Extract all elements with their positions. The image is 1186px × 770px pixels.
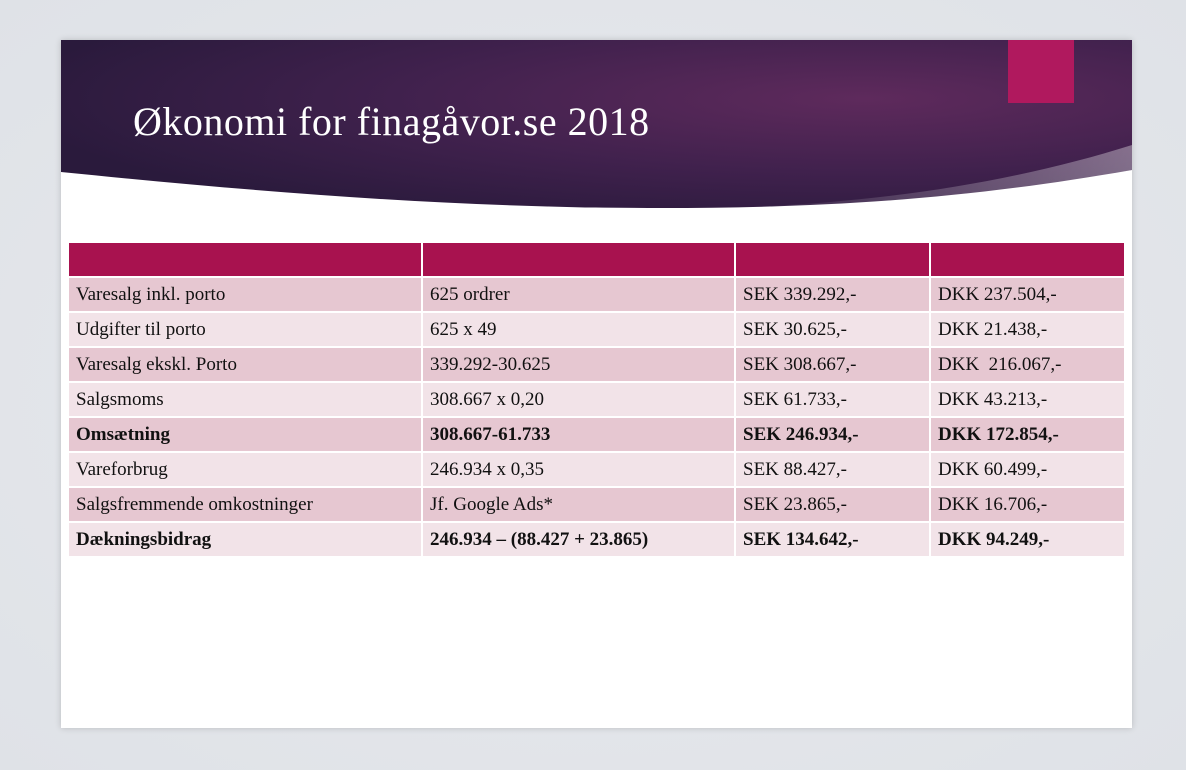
table-cell-calc: Jf. Google Ads* <box>423 488 734 521</box>
table-header-cell <box>423 243 734 276</box>
slide <box>61 40 1132 728</box>
table-cell-sek: SEK 23.865,- <box>736 488 929 521</box>
table-cell-sek: SEK 30.625,- <box>736 313 929 346</box>
table-cell-label: Vareforbrug <box>69 453 421 486</box>
table-cell-sek: SEK 339.292,- <box>736 278 929 311</box>
table-row <box>69 453 1124 486</box>
table-cell-label: Udgifter til porto <box>69 313 421 346</box>
table-row <box>69 348 1124 381</box>
table-row <box>69 488 1124 521</box>
table-row <box>69 278 1124 311</box>
table-cell-sek: SEK 308.667,- <box>736 348 929 381</box>
table-cell-sek: SEK 246.934,- <box>736 418 929 451</box>
table-cell-dkk: DKK 43.213,- <box>931 383 1124 416</box>
table-header-cell <box>931 243 1124 276</box>
table-cell-label: Salgsfremmende omkostninger <box>69 488 421 521</box>
table-row-total <box>69 418 1124 451</box>
header-band <box>61 40 1132 255</box>
table-cell-label: Salgsmoms <box>69 383 421 416</box>
table-cell-sek: SEK 88.427,- <box>736 453 929 486</box>
table-cell-calc: 308.667-61.733 <box>423 418 734 451</box>
table-cell-calc: 246.934 – (88.427 + 23.865) <box>423 523 734 556</box>
table-cell-label: Dækningsbidrag <box>69 523 421 556</box>
table-row <box>69 383 1124 416</box>
slide-title: Økonomi for finagåvor.se 2018 <box>133 99 650 144</box>
table-cell-dkk: DKK 21.438,- <box>931 313 1124 346</box>
table-header-row <box>69 243 1124 276</box>
table-cell-calc: 625 x 49 <box>423 313 734 346</box>
table-header-cell <box>736 243 929 276</box>
table-cell-label: Varesalg inkl. porto <box>69 278 421 311</box>
table-header-cell <box>69 243 421 276</box>
table-row <box>69 313 1124 346</box>
table-cell-sek: SEK 61.733,- <box>736 383 929 416</box>
table-cell-calc: 339.292-30.625 <box>423 348 734 381</box>
accent-square <box>1008 40 1074 103</box>
table-cell-dkk: DKK 60.499,- <box>931 453 1124 486</box>
table-cell-calc: 308.667 x 0,20 <box>423 383 734 416</box>
table-cell-dkk: DKK 172.854,- <box>931 418 1124 451</box>
table-row-total <box>69 523 1124 556</box>
table-cell-dkk: DKK 216.067,- <box>931 348 1124 381</box>
table-cell-sek: SEK 134.642,- <box>736 523 929 556</box>
table-cell-label: Varesalg ekskl. Porto <box>69 348 421 381</box>
table-cell-calc: 246.934 x 0,35 <box>423 453 734 486</box>
table-cell-dkk: DKK 16.706,- <box>931 488 1124 521</box>
economy-table <box>67 241 1126 558</box>
table-cell-dkk: DKK 237.504,- <box>931 278 1124 311</box>
table-cell-calc: 625 ordrer <box>423 278 734 311</box>
table-cell-dkk: DKK 94.249,- <box>931 523 1124 556</box>
table-cell-label: Omsætning <box>69 418 421 451</box>
